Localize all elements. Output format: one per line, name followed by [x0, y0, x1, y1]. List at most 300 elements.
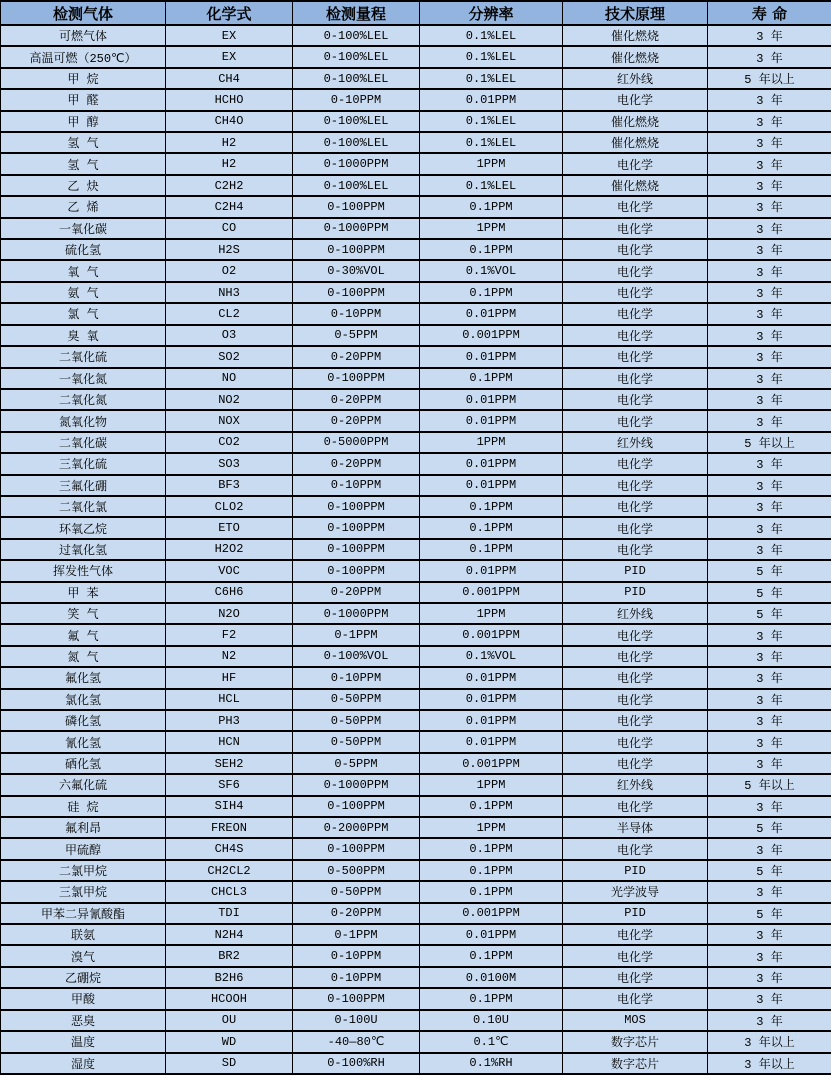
table-cell-chemical-formula: OU: [166, 1010, 293, 1031]
table-cell-chemical-formula: CH2CL2: [166, 860, 293, 881]
table-row: [1, 710, 831, 731]
table-cell-resolution: 0.001PPM: [420, 753, 563, 774]
table-cell-gas-name: 甲 烷: [1, 68, 166, 89]
table-cell-resolution: 0.01PPM: [420, 667, 563, 688]
table-cell-gas-name: 六氟化硫: [1, 774, 166, 795]
table-cell-gas-name: 二氯甲烷: [1, 860, 166, 881]
table-cell-technology: 红外线: [563, 603, 708, 624]
table-cell-lifespan: 3 年: [708, 624, 831, 645]
table-cell-detection-range: 0-5PPM: [293, 753, 420, 774]
table-cell-resolution: 0.01PPM: [420, 731, 563, 752]
table-cell-detection-range: 0-20PPM: [293, 453, 420, 474]
table-cell-gas-name: 氟化氢: [1, 667, 166, 688]
table-cell-resolution: 1PPM: [420, 153, 563, 174]
table-cell-chemical-formula: CLO2: [166, 496, 293, 517]
table-cell-lifespan: 3 年: [708, 325, 831, 346]
table-cell-resolution: 0.01PPM: [420, 560, 563, 581]
table-cell-lifespan: 5 年以上: [708, 68, 831, 89]
table-cell-resolution: 0.0100M: [420, 967, 563, 988]
table-cell-chemical-formula: B2H6: [166, 967, 293, 988]
table-cell-detection-range: 0-1PPM: [293, 924, 420, 945]
table-cell-gas-name: 氰化氢: [1, 731, 166, 752]
table-cell-gas-name: 一氧化氮: [1, 368, 166, 389]
table-cell-chemical-formula: SEH2: [166, 753, 293, 774]
table-cell-detection-range: 0-100PPM: [293, 560, 420, 581]
table-cell-technology: 电化学: [563, 710, 708, 731]
table-cell-resolution: 0.001PPM: [420, 624, 563, 645]
table-cell-technology: 电化学: [563, 838, 708, 859]
table-row: [1, 603, 831, 624]
table-cell-gas-name: 氟利昂: [1, 817, 166, 838]
table-cell-gas-name: 甲 苯: [1, 582, 166, 603]
table-cell-lifespan: 3 年: [708, 924, 831, 945]
column-header-technology: 技术原理: [563, 1, 708, 25]
table-cell-chemical-formula: CO: [166, 218, 293, 239]
table-cell-gas-name: 湿度: [1, 1053, 166, 1075]
table-cell-detection-range: 0-10PPM: [293, 89, 420, 110]
table-row: [1, 25, 831, 46]
table-cell-resolution: 0.1PPM: [420, 796, 563, 817]
table-cell-chemical-formula: NOX: [166, 410, 293, 431]
table-cell-resolution: 0.1%VOL: [420, 646, 563, 667]
table-row: [1, 346, 831, 367]
table-cell-chemical-formula: PH3: [166, 710, 293, 731]
table-cell-gas-name: 甲 醇: [1, 111, 166, 132]
table-cell-detection-range: 0-100PPM: [293, 196, 420, 217]
table-cell-lifespan: 3 年: [708, 132, 831, 153]
table-cell-gas-name: 氟 气: [1, 624, 166, 645]
table-cell-technology: 电化学: [563, 196, 708, 217]
table-cell-technology: 电化学: [563, 667, 708, 688]
table-cell-technology: PID: [563, 582, 708, 603]
table-cell-lifespan: 3 年: [708, 475, 831, 496]
table-cell-lifespan: 3 年: [708, 239, 831, 260]
table-row: [1, 903, 831, 924]
table-row: [1, 89, 831, 110]
table-cell-technology: 电化学: [563, 517, 708, 538]
table-cell-chemical-formula: N2: [166, 646, 293, 667]
table-cell-detection-range: 0-100PPM: [293, 517, 420, 538]
table-cell-resolution: 0.1%RH: [420, 1053, 563, 1075]
table-cell-chemical-formula: EX: [166, 25, 293, 46]
table-cell-technology: 半导体: [563, 817, 708, 838]
table-cell-resolution: 0.1%LEL: [420, 111, 563, 132]
table-cell-detection-range: 0-1000PPM: [293, 218, 420, 239]
table-cell-technology: 电化学: [563, 475, 708, 496]
table-row: [1, 667, 831, 688]
table-cell-chemical-formula: C6H6: [166, 582, 293, 603]
table-body: [1, 25, 831, 1074]
table-cell-technology: 电化学: [563, 346, 708, 367]
table-cell-chemical-formula: N2O: [166, 603, 293, 624]
table-cell-technology: PID: [563, 560, 708, 581]
table-cell-detection-range: 0-100PPM: [293, 368, 420, 389]
table-cell-detection-range: 0-20PPM: [293, 410, 420, 431]
table-row: [1, 111, 831, 132]
table-cell-gas-name: 硅 烷: [1, 796, 166, 817]
table-row: [1, 260, 831, 281]
table-cell-gas-name: 三氧化硫: [1, 453, 166, 474]
table-cell-chemical-formula: ETO: [166, 517, 293, 538]
table-cell-detection-range: 0-500PPM: [293, 860, 420, 881]
table-cell-resolution: 0.1PPM: [420, 239, 563, 260]
table-cell-gas-name: 氨 气: [1, 282, 166, 303]
table-cell-chemical-formula: H2: [166, 132, 293, 153]
table-cell-technology: 电化学: [563, 753, 708, 774]
table-cell-chemical-formula: O2: [166, 260, 293, 281]
table-cell-lifespan: 3 年: [708, 967, 831, 988]
table-cell-resolution: 0.01PPM: [420, 453, 563, 474]
table-cell-lifespan: 5 年: [708, 860, 831, 881]
column-header-detection-range: 检测量程: [293, 1, 420, 25]
column-header-resolution: 分辨率: [420, 1, 563, 25]
table-cell-resolution: 0.01PPM: [420, 410, 563, 431]
table-cell-gas-name: 二氧化碳: [1, 432, 166, 453]
table-cell-lifespan: 5 年: [708, 582, 831, 603]
table-row: [1, 175, 831, 196]
table-cell-gas-name: 硒化氢: [1, 753, 166, 774]
table-cell-gas-name: 三氟化硼: [1, 475, 166, 496]
table-cell-lifespan: 3 年: [708, 453, 831, 474]
table-cell-chemical-formula: H2: [166, 153, 293, 174]
table-cell-gas-name: 恶臭: [1, 1010, 166, 1031]
table-cell-gas-name: 氧 气: [1, 260, 166, 281]
table-cell-detection-range: 0-100PPM: [293, 239, 420, 260]
table-cell-technology: 催化燃烧: [563, 46, 708, 67]
table-cell-chemical-formula: NH3: [166, 282, 293, 303]
table-cell-technology: 红外线: [563, 68, 708, 89]
table-cell-lifespan: 5 年以上: [708, 432, 831, 453]
table-cell-gas-name: 甲苯二异氰酸酯: [1, 903, 166, 924]
table-row: [1, 817, 831, 838]
table-cell-lifespan: 3 年: [708, 303, 831, 324]
table-row: [1, 196, 831, 217]
table-cell-gas-name: 二氧化氯: [1, 496, 166, 517]
table-cell-technology: 催化燃烧: [563, 175, 708, 196]
table-cell-detection-range: 0-100U: [293, 1010, 420, 1031]
table-cell-chemical-formula: NO2: [166, 389, 293, 410]
table-cell-detection-range: 0-50PPM: [293, 710, 420, 731]
table-row: [1, 1053, 831, 1075]
table-cell-lifespan: 3 年: [708, 346, 831, 367]
table-row: [1, 475, 831, 496]
table-cell-detection-range: 0-100PPM: [293, 838, 420, 859]
table-cell-technology: 电化学: [563, 239, 708, 260]
table-row: [1, 389, 831, 410]
table-cell-gas-name: 可燃气体: [1, 25, 166, 46]
table-cell-detection-range: 0-100PPM: [293, 282, 420, 303]
table-cell-chemical-formula: BR2: [166, 945, 293, 966]
table-row: [1, 239, 831, 260]
table-cell-resolution: 0.1PPM: [420, 196, 563, 217]
table-cell-technology: PID: [563, 860, 708, 881]
table-row: [1, 582, 831, 603]
table-cell-chemical-formula: SO2: [166, 346, 293, 367]
table-cell-resolution: 0.1℃: [420, 1031, 563, 1052]
table-cell-resolution: 0.01PPM: [420, 710, 563, 731]
table-cell-detection-range: 0-10PPM: [293, 475, 420, 496]
table-row: [1, 1010, 831, 1031]
table-cell-lifespan: 3 年: [708, 282, 831, 303]
table-row: [1, 967, 831, 988]
table-row: [1, 646, 831, 667]
table-cell-chemical-formula: WD: [166, 1031, 293, 1052]
table-row: [1, 731, 831, 752]
table-cell-lifespan: 3 年: [708, 196, 831, 217]
table-cell-lifespan: 3 年: [708, 945, 831, 966]
table-cell-resolution: 0.1%LEL: [420, 175, 563, 196]
table-cell-gas-name: 氯 气: [1, 303, 166, 324]
table-cell-resolution: 0.1PPM: [420, 988, 563, 1009]
table-cell-resolution: 1PPM: [420, 432, 563, 453]
table-cell-detection-range: 0-10PPM: [293, 667, 420, 688]
table-cell-technology: 催化燃烧: [563, 25, 708, 46]
table-cell-detection-range: 0-100PPM: [293, 496, 420, 517]
table-cell-resolution: 0.001PPM: [420, 582, 563, 603]
table-cell-lifespan: 3 年: [708, 517, 831, 538]
table-cell-chemical-formula: TDI: [166, 903, 293, 924]
table-cell-resolution: 0.001PPM: [420, 903, 563, 924]
table-row: [1, 410, 831, 431]
table-cell-lifespan: 3 年: [708, 1010, 831, 1031]
table-row: [1, 325, 831, 346]
table-cell-gas-name: 臭 氧: [1, 325, 166, 346]
table-cell-lifespan: 5 年: [708, 903, 831, 924]
table-cell-resolution: 0.1PPM: [420, 282, 563, 303]
table-cell-technology: 催化燃烧: [563, 111, 708, 132]
table-row: [1, 838, 831, 859]
table-cell-detection-range: 0-100%LEL: [293, 111, 420, 132]
table-cell-resolution: 0.1%VOL: [420, 260, 563, 281]
table-cell-detection-range: 0-20PPM: [293, 582, 420, 603]
table-row: [1, 796, 831, 817]
table-cell-resolution: 0.01PPM: [420, 924, 563, 945]
table-row: [1, 496, 831, 517]
table-cell-detection-range: 0-100%LEL: [293, 68, 420, 89]
table-row: [1, 218, 831, 239]
table-cell-gas-name: 二氧化氮: [1, 389, 166, 410]
table-cell-lifespan: 3 年: [708, 89, 831, 110]
table-cell-detection-range: 0-100%LEL: [293, 132, 420, 153]
table-cell-chemical-formula: CH4: [166, 68, 293, 89]
table-cell-gas-name: 甲酸: [1, 988, 166, 1009]
table-cell-chemical-formula: BF3: [166, 475, 293, 496]
table-cell-technology: 红外线: [563, 774, 708, 795]
table-cell-gas-name: 笑 气: [1, 603, 166, 624]
table-cell-technology: 红外线: [563, 432, 708, 453]
table-cell-resolution: 0.1PPM: [420, 860, 563, 881]
table-cell-lifespan: 3 年: [708, 25, 831, 46]
table-cell-lifespan: 3 年: [708, 46, 831, 67]
table-cell-detection-range: 0-100PPM: [293, 988, 420, 1009]
table-cell-chemical-formula: F2: [166, 624, 293, 645]
table-row: [1, 924, 831, 945]
table-cell-lifespan: 3 年: [708, 731, 831, 752]
table-cell-detection-range: 0-100%VOL: [293, 646, 420, 667]
table-cell-gas-name: 二氧化硫: [1, 346, 166, 367]
table-cell-detection-range: 0-50PPM: [293, 881, 420, 902]
table-cell-technology: 催化燃烧: [563, 132, 708, 153]
table-cell-detection-range: 0-100%LEL: [293, 25, 420, 46]
column-header-chemical-formula: 化学式: [166, 1, 293, 25]
table-cell-chemical-formula: SF6: [166, 774, 293, 795]
table-cell-chemical-formula: FREON: [166, 817, 293, 838]
table-cell-technology: 电化学: [563, 624, 708, 645]
table-cell-chemical-formula: HCL: [166, 689, 293, 710]
table-row: [1, 860, 831, 881]
table-cell-technology: 数字芯片: [563, 1053, 708, 1075]
table-row: [1, 368, 831, 389]
table-cell-detection-range: 0-1PPM: [293, 624, 420, 645]
table-cell-technology: MOS: [563, 1010, 708, 1031]
table-cell-gas-name: 联氨: [1, 924, 166, 945]
table-cell-chemical-formula: CH4S: [166, 838, 293, 859]
table-cell-gas-name: 乙 炔: [1, 175, 166, 196]
table-cell-technology: 电化学: [563, 945, 708, 966]
table-cell-chemical-formula: HCN: [166, 731, 293, 752]
table-cell-resolution: 0.1PPM: [420, 838, 563, 859]
table-cell-chemical-formula: SO3: [166, 453, 293, 474]
table-cell-technology: 电化学: [563, 153, 708, 174]
table-cell-technology: 电化学: [563, 689, 708, 710]
table-cell-technology: 电化学: [563, 731, 708, 752]
table-cell-gas-name: 氢 气: [1, 153, 166, 174]
table-row: [1, 945, 831, 966]
table-cell-lifespan: 3 年: [708, 710, 831, 731]
table-cell-detection-range: 0-10PPM: [293, 303, 420, 324]
table-cell-lifespan: 3 年: [708, 988, 831, 1009]
table-cell-resolution: 1PPM: [420, 817, 563, 838]
table-row: [1, 560, 831, 581]
table-cell-chemical-formula: HF: [166, 667, 293, 688]
table-cell-technology: 电化学: [563, 796, 708, 817]
table-cell-gas-name: 磷化氢: [1, 710, 166, 731]
table-row: [1, 303, 831, 324]
table-header-row: [1, 1, 831, 25]
table-cell-technology: 数字芯片: [563, 1031, 708, 1052]
table-cell-technology: 电化学: [563, 453, 708, 474]
table-cell-lifespan: 5 年: [708, 817, 831, 838]
table-cell-chemical-formula: CHCL3: [166, 881, 293, 902]
table-cell-resolution: 0.10U: [420, 1010, 563, 1031]
table-cell-gas-name: 氮 气: [1, 646, 166, 667]
table-row: [1, 68, 831, 89]
table-row: [1, 46, 831, 67]
table-row: [1, 453, 831, 474]
table-cell-gas-name: 甲硫醇: [1, 838, 166, 859]
table-cell-lifespan: 3 年: [708, 153, 831, 174]
table-row: [1, 988, 831, 1009]
table-cell-chemical-formula: NO: [166, 368, 293, 389]
table-cell-detection-range: 0-20PPM: [293, 903, 420, 924]
table-cell-technology: 电化学: [563, 967, 708, 988]
table-cell-technology: 电化学: [563, 496, 708, 517]
table-cell-lifespan: 3 年以上: [708, 1053, 831, 1075]
table-cell-chemical-formula: H2O2: [166, 539, 293, 560]
table-cell-detection-range: 0-5000PPM: [293, 432, 420, 453]
table-cell-chemical-formula: EX: [166, 46, 293, 67]
table-cell-gas-name: 溴气: [1, 945, 166, 966]
table-cell-lifespan: 5 年: [708, 603, 831, 624]
table-cell-gas-name: 乙 烯: [1, 196, 166, 217]
table-cell-gas-name: 一氧化碳: [1, 218, 166, 239]
table-cell-lifespan: 3 年: [708, 111, 831, 132]
table-cell-lifespan: 3 年: [708, 838, 831, 859]
table-cell-resolution: 0.1PPM: [420, 539, 563, 560]
table-cell-lifespan: 3 年: [708, 796, 831, 817]
table-cell-detection-range: 0-50PPM: [293, 731, 420, 752]
table-cell-technology: 电化学: [563, 539, 708, 560]
table-cell-gas-name: 甲 醛: [1, 89, 166, 110]
table-cell-gas-name: 氯化氢: [1, 689, 166, 710]
table-cell-technology: 电化学: [563, 282, 708, 303]
table-cell-resolution: 0.01PPM: [420, 303, 563, 324]
table-cell-detection-range: 0-10PPM: [293, 945, 420, 966]
table-row: [1, 753, 831, 774]
table-row: [1, 282, 831, 303]
table-cell-gas-name: 氮氧化物: [1, 410, 166, 431]
table-row: [1, 774, 831, 795]
table-cell-gas-name: 挥发性气体: [1, 560, 166, 581]
table-cell-gas-name: 三氯甲烷: [1, 881, 166, 902]
table-row: [1, 689, 831, 710]
table-cell-detection-range: 0-100%LEL: [293, 46, 420, 67]
table-cell-detection-range: 0-100PPM: [293, 539, 420, 560]
table-cell-chemical-formula: H2S: [166, 239, 293, 260]
table-row: [1, 881, 831, 902]
table-cell-technology: 电化学: [563, 646, 708, 667]
table-cell-gas-name: 氢 气: [1, 132, 166, 153]
table-cell-lifespan: 3 年以上: [708, 1031, 831, 1052]
table-cell-lifespan: 3 年: [708, 368, 831, 389]
table-row: [1, 517, 831, 538]
table-cell-technology: 电化学: [563, 410, 708, 431]
table-cell-gas-name: 环氧乙烷: [1, 517, 166, 538]
table-row: [1, 432, 831, 453]
table-cell-lifespan: 3 年: [708, 175, 831, 196]
table-cell-chemical-formula: C2H2: [166, 175, 293, 196]
table-cell-gas-name: 乙硼烷: [1, 967, 166, 988]
table-row: [1, 539, 831, 560]
table-cell-chemical-formula: CO2: [166, 432, 293, 453]
table-cell-lifespan: 3 年: [708, 689, 831, 710]
table-cell-resolution: 0.1%LEL: [420, 25, 563, 46]
table-cell-detection-range: 0-30%VOL: [293, 260, 420, 281]
column-header-gas-name: 检测气体: [1, 1, 166, 25]
table-cell-resolution: 0.001PPM: [420, 325, 563, 346]
table-row: [1, 153, 831, 174]
table-cell-detection-range: 0-20PPM: [293, 389, 420, 410]
table-cell-resolution: 0.01PPM: [420, 689, 563, 710]
table-cell-detection-range: 0-2000PPM: [293, 817, 420, 838]
table-cell-chemical-formula: HCOOH: [166, 988, 293, 1009]
table-cell-chemical-formula: O3: [166, 325, 293, 346]
table-cell-lifespan: 3 年: [708, 496, 831, 517]
table-cell-resolution: 1PPM: [420, 218, 563, 239]
table-cell-detection-range: 0-5PPM: [293, 325, 420, 346]
table-cell-technology: 电化学: [563, 924, 708, 945]
table-cell-detection-range: -40—80℃: [293, 1031, 420, 1052]
table-cell-resolution: 0.1%LEL: [420, 132, 563, 153]
table-cell-chemical-formula: SIH4: [166, 796, 293, 817]
table-cell-chemical-formula: SD: [166, 1053, 293, 1075]
table-cell-resolution: 0.1%LEL: [420, 68, 563, 89]
table-cell-detection-range: 0-1000PPM: [293, 153, 420, 174]
table-cell-chemical-formula: VOC: [166, 560, 293, 581]
table-cell-lifespan: 3 年: [708, 260, 831, 281]
table-cell-lifespan: 3 年: [708, 667, 831, 688]
table-cell-lifespan: 3 年: [708, 539, 831, 560]
